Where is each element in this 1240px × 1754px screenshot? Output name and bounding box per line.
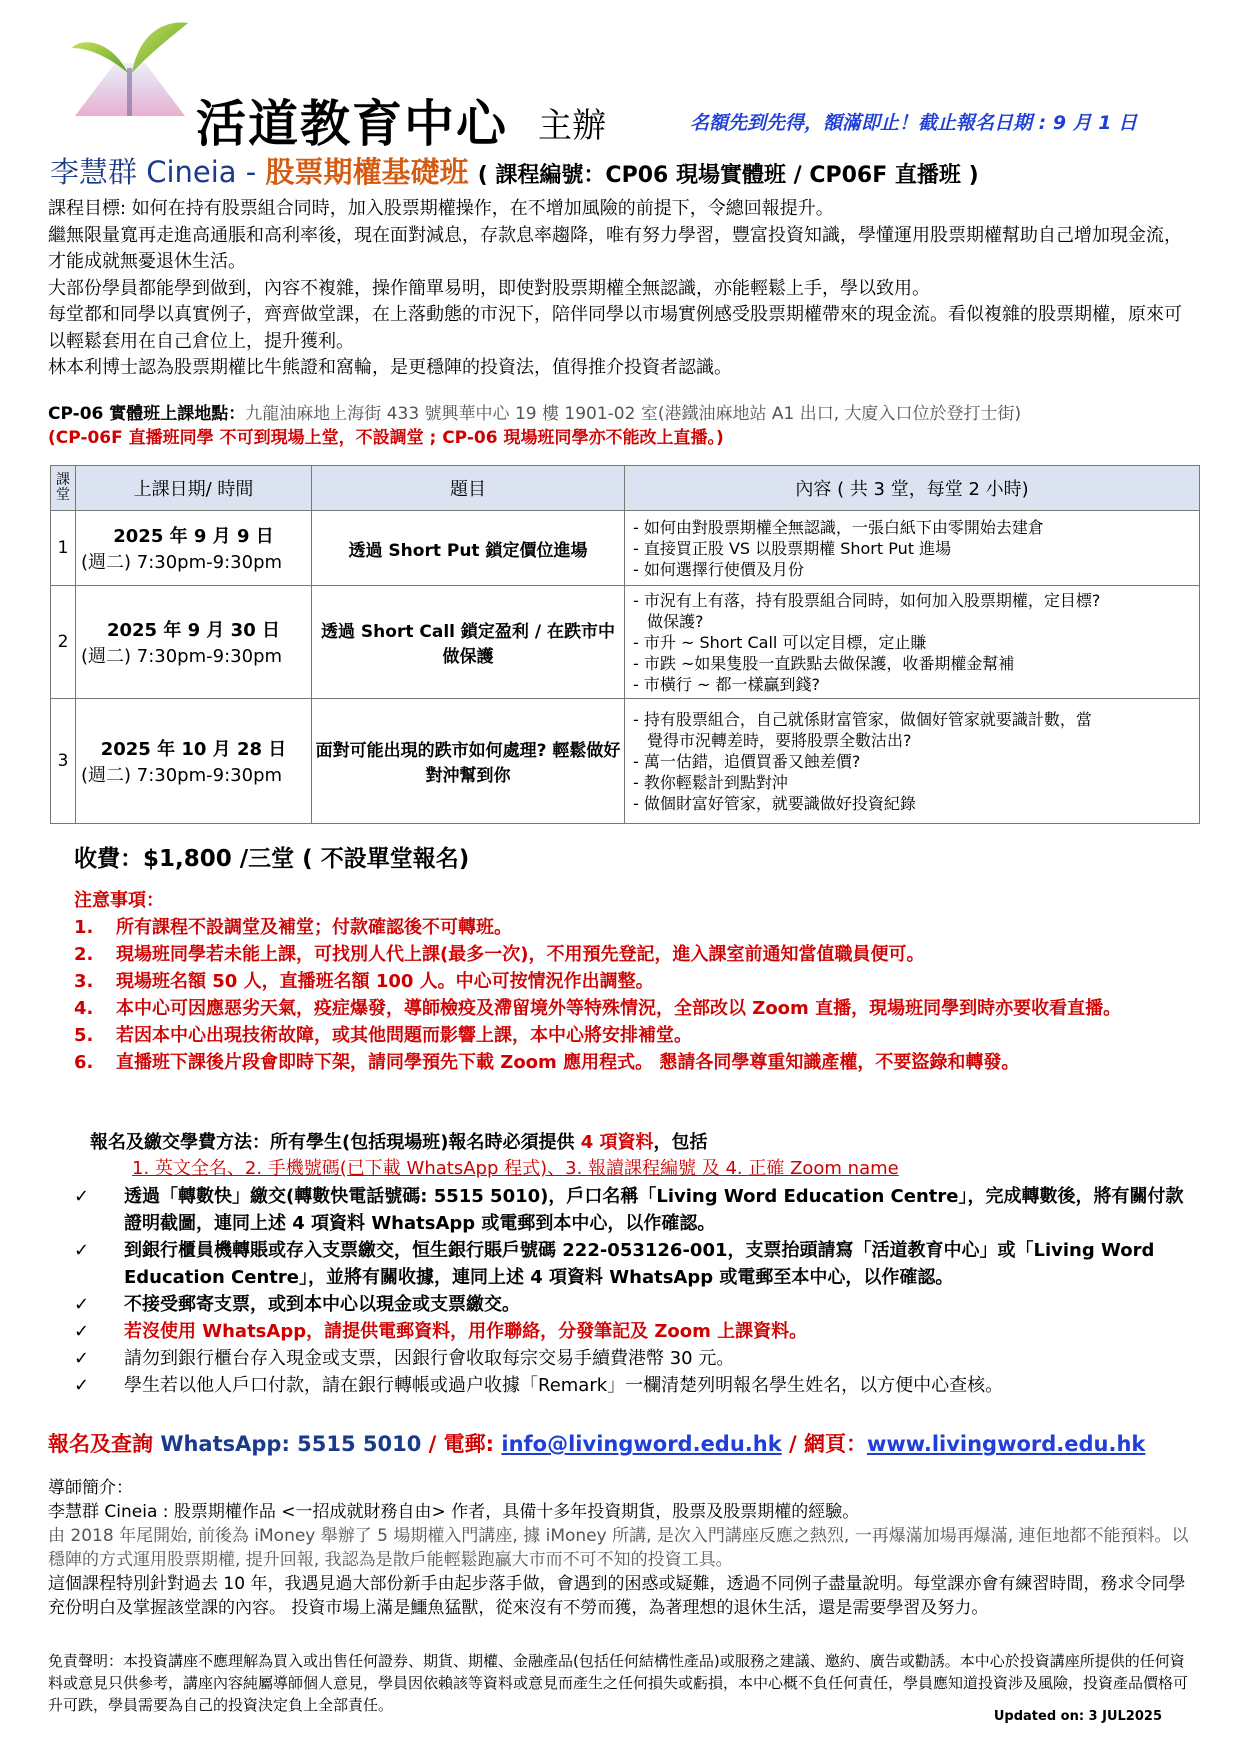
table-row [51, 699, 1200, 824]
content-line: - 做個財富好管家，就要識做好投資紀錄 [633, 793, 916, 813]
note-item: 6. 直播班下課後片段會即時下架，請同學預先下載 Zoom 應用程式。 懇請各同學尊重知識產權，不要盜錄和轉發。 [74, 1052, 1020, 1073]
registration-heading: 報名及繳交學費方法：所有學生(包括現場班)報名時必須提供 4 項資料，包括 [90, 1132, 708, 1153]
deadline-notice: 名額先到先得，額滿即止！截止報名日期 : 9 月 1 日 [690, 112, 1138, 134]
lesson-content [625, 586, 1200, 699]
disclaimer: 免責聲明：本投資講座不應理解為買入或出售任何證券、期貨、期權、金融產品(包括任何結構性產品)或服務之建議、邀約、廣告或勸誘。本中心於投資講座所提供的任何資料或意見只供參考，講座內容純屬導師個人意見，學員因依賴該等資料或意見而產生之任何損失或虧損，本中心概不負任何責任，學員應知道投資涉及風險，投資產品價格可升可跌，學員需要為自己的投資決定負上全部責任。 [48, 1652, 1189, 1714]
schedule-table [50, 465, 1200, 824]
course-title [50, 150, 979, 191]
table-row [51, 586, 1200, 699]
note-item: 1. 所有課程不設調堂及補堂；付款確認後不可轉班。 [74, 917, 512, 938]
lesson-date-text: 2025 年 10 月 28 日 [100, 739, 287, 760]
header-lesson: 課堂 [51, 466, 76, 511]
note-item: 2. 現場班同學若未能上課，可找別人代上課(最多一次)，不用預先登記，進入課室前通知當值職員便可。 [74, 944, 925, 965]
lesson-date [76, 511, 312, 586]
lesson-number: 3 [51, 699, 76, 824]
check-icon: ✓ [74, 1321, 90, 1342]
content-line: - 市升 ~ Short Call 可以定目標，定止賺 [633, 632, 927, 652]
website-link[interactable]: www.livingword.edu.hk [866, 1432, 1146, 1456]
instructor-bio [48, 1476, 1198, 1620]
intro-paragraph: 大部份學員都能學到做到，內容不複雜，操作簡單易明，即使對股票期權全無認識，亦能輕鬆上手，學以致用。 [48, 277, 930, 299]
lesson-number: 2 [51, 586, 76, 699]
lesson-date-text: 2025 年 9 月 30 日 [106, 620, 280, 641]
sprout-logo-icon [70, 18, 190, 118]
location-address: 九龍油麻地上海街 433 號興華中心 19 樓 1901-02 室(港鐵油麻地站 A1 出口, 大廈入口位於登打士街) [245, 404, 1022, 424]
intro-paragraph: 林本利博士認為股票期權比牛熊證和窩輪，是更穩陣的投資法，值得推介投資者認識。 [48, 357, 732, 378]
contact-line: 報名及查詢 WhatsApp: 5515 5010 / 電郵: info@livingword.edu.hk / 網頁：www.livingword.edu.hk [48, 1432, 1146, 1456]
table-header-row [51, 466, 1200, 511]
content-line: - 如何由對股票期權全無認識，一張白紙下由零開始去建倉 [633, 517, 1044, 537]
header-topic: 題目 [312, 466, 625, 511]
bio-title: 導師簡介： [48, 1478, 133, 1498]
org-suffix: 主辦 [538, 106, 606, 146]
check-icon: ✓ [74, 1294, 90, 1315]
notes-title: 注意事項： [74, 890, 164, 911]
course-fee: 收費：$1,800 /三堂 ( 不設單堂報名) [74, 846, 470, 872]
lesson-date-text: 2025 年 9 月 9 日 [113, 526, 274, 547]
content-line: - 教你輕鬆計到點對沖 [633, 772, 788, 792]
note-item: 5. 若因本中心出現技術故障，或其他問題而影響上課，本中心將安排補堂。 [74, 1025, 692, 1046]
email-link[interactable]: info@livingword.edu.hk [501, 1432, 782, 1456]
content-line: - 如何選擇行使價及月份 [633, 559, 804, 579]
registration-required-items: 1. 英文全名、2. 手機號碼(已下載 WhatsApp 程式)、3. 報讀課程編號 及 4. 正確 Zoom name [132, 1158, 899, 1179]
course-code: ( 課程編號：CP06 現場實體班 / CP06F 直播班 ) [477, 163, 979, 188]
check-icon: ✓ [74, 1240, 90, 1261]
lesson-topic: 面對可能出現的跌市如何處理? 輕鬆做好對沖幫到你 [312, 699, 625, 824]
bio-paragraph: 李慧群 Cineia : 股票期權作品 <一招成就財務自由> 作者，具備十多年投資期貨，股票及股票期權的經驗。 [48, 1502, 860, 1522]
course-name: 股票期權基礎班 [265, 155, 469, 189]
check-icon: ✓ [74, 1375, 90, 1396]
lesson-content [625, 699, 1200, 824]
lesson-time-text: (週二) 7:30pm-9:30pm [81, 646, 283, 667]
lesson-date [76, 699, 312, 824]
content-line: - 市橫行 ~ 都一樣贏到錢? [633, 674, 820, 694]
check-icon: ✓ [74, 1186, 90, 1207]
content-line: - 直接買正股 VS 以股票期權 Short Put 進場 [633, 538, 952, 558]
contact-label: 報名及查詢 [48, 1432, 153, 1456]
instructor-name: 李慧群 Cineia - [50, 155, 257, 189]
header-content: 內容 ( 共 3 堂，每堂 2 小時) [625, 466, 1200, 511]
lesson-number: 1 [51, 511, 76, 586]
location-warning: (CP-06F 直播班同學 不可到現場上堂，不設調堂 ; CP-06 現場班同學亦不能改上直播。) [48, 428, 724, 448]
payment-item: ✓ 到銀行櫃員機轉賬或存入支票繳交，恒生銀行賬戶號碼 222-053126-001，支票抬頭請寫「活道教育中心」或「Living Word Education Centre」，並將有關收據，連同上述 4 項資料 WhatsApp 或電郵至本中心，以作確認。 [74, 1237, 1184, 1291]
note-item: 3. 現場班名額 50 人，直播班名額 100 人。中心可按情況作出調整。 [74, 971, 654, 992]
intro-paragraph: 每堂都和同學以真實例子，齊齊做堂課，在上落動態的市況下，陪伴同學以市場實例感受股票期權帶來的現金流。看似複雜的股票期權，原來可以輕鬆套用在自己倉位上，提升獲利。 [48, 304, 1182, 352]
content-line: 做保護? [647, 611, 704, 631]
content-line: - 持有股票組合，自己就係財富管家，做個好管家就要識計數，當 [633, 709, 1092, 729]
bio-paragraph: 由 2018 年尾開始, 前後為 iMoney 舉辦了 5 場期權入門講座, 據 iMoney 所講, 是次入門講座反應之熱烈, 一再爆滿加場再爆滿, 連佢地都不能預料。以穩陣的方式運用股票期權, 提升回報, 我認為是散戶能輕鬆跑贏大市而不可不知的投資工具。 [48, 1526, 1189, 1570]
payment-methods [74, 1183, 1184, 1399]
whatsapp-number[interactable]: WhatsApp: 5515 5010 [160, 1432, 422, 1456]
payment-item: ✓ 不接受郵寄支票，或到本中心以現金或支票繳交。 [74, 1291, 1184, 1318]
intro-paragraph: 課程目標: 如何在持有股票組合同時，加入股票期權操作，在不增加風險的前提下，令總回報提升。 [48, 198, 834, 219]
updated-date: Updated on: 3 JUL2025 [993, 1709, 1162, 1724]
content-line: - 萬一估錯，追價買番又蝕差價? [633, 751, 861, 771]
lesson-date [76, 586, 312, 699]
payment-item: ✓ 請勿到銀行櫃台存入現金或支票，因銀行會收取每宗交易手續費港幣 30 元。 [74, 1345, 1184, 1372]
note-item: 4. 本中心可因應惡劣天氣，疫症爆發，導師檢疫及滯留境外等特殊情況，全部改以 Zoom 直播，現場班同學到時亦要收看直播。 [74, 998, 1122, 1019]
org-name: 活道教育中心 [196, 95, 508, 153]
lesson-time-text: (週二) 7:30pm-9:30pm [81, 552, 283, 573]
location-label: CP-06 實體班上課地點： [48, 404, 246, 424]
payment-item: ✓ 透過「轉數快」繳交(轉數快電話號碼: 5515 5010)，戶口名稱「Living Word Education Centre」，完成轉數後，將有關付款證明截圖，連同上述 4 項資料 WhatsApp 或電郵到本中心，以作確認。 [74, 1183, 1184, 1237]
lesson-topic: 透過 Short Call 鎖定盈利 / 在跌市中做保護 [312, 586, 625, 699]
location-section [48, 402, 1198, 450]
intro-paragraph: 繼無限量寬再走進高通脹和高利率後，現在面對減息，存款息率趨降，唯有努力學習，豐富投資知識，學懂運用股票期權幫助自己增加現金流，才能成就無憂退休生活。 [48, 224, 1182, 272]
bio-paragraph: 這個課程特別針對過去 10 年，我遇見過大部份新手由起步落手做，會遇到的困惑或疑難，透過不同例子盡量說明。每堂課亦會有練習時間，務求令同學充份明白及掌握該堂課的內容。 投資市場上滿是鱷魚猛獸，從來沒有不勞而獲，為著理想的退休生活，還是需要學習及努力。 [48, 1574, 1186, 1618]
header-date: 上課日期/ 時間 [76, 466, 312, 511]
check-icon: ✓ [74, 1348, 90, 1369]
table-row [51, 511, 1200, 586]
intro-section [48, 196, 1198, 382]
payment-item: ✓ 學生若以他人戶口付款，請在銀行轉帳或過户收據「Remark」一欄清楚列明報名學生姓名，以方便中心查核。 [74, 1372, 1184, 1399]
lesson-time-text: (週二) 7:30pm-9:30pm [81, 765, 283, 786]
payment-item: ✓ 若沒使用 WhatsApp，請提供電郵資料，用作聯絡，分發筆記及 Zoom 上課資料。 [74, 1318, 1184, 1345]
content-line: - 市況有上有落，持有股票組合同時，如何加入股票期權，定目標? [633, 590, 1101, 610]
lesson-content [625, 511, 1200, 586]
content-line: 覺得市況轉差時，要將股票全數沽出? [647, 730, 912, 750]
content-line: - 市跌 ~如果隻股一直跌點去做保護，收番期權金幫補 [633, 653, 1015, 673]
lesson-topic: 透過 Short Put 鎖定價位進場 [312, 511, 625, 586]
notes-list [74, 914, 1184, 1076]
